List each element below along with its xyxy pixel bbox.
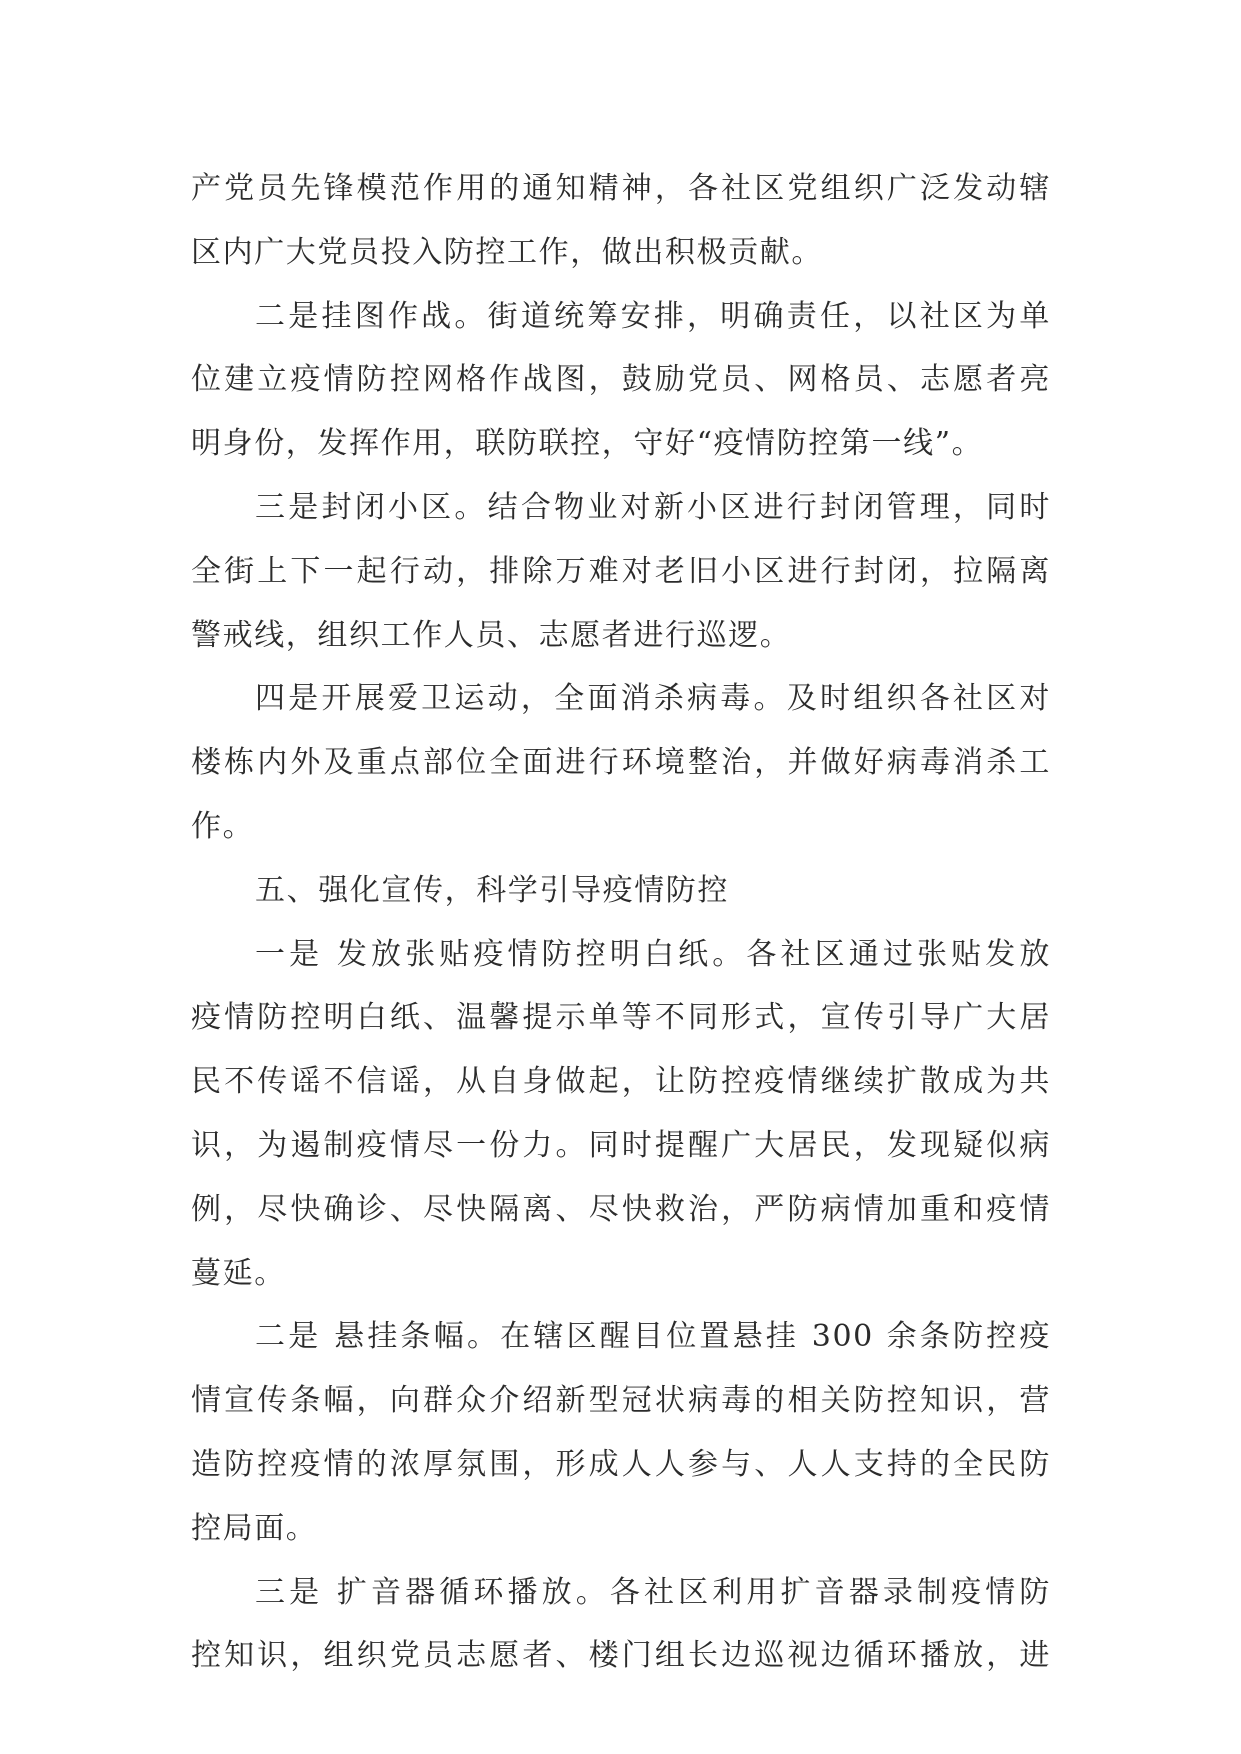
text-line: 疫情防控明白纸、温馨提示单等不同形式，宣传引导广大居	[191, 1000, 1051, 1036]
text-line: 全街上下一起行动，排除万难对老旧小区进行封闭，拉隔离	[191, 553, 1051, 589]
text-line: 作。	[191, 808, 255, 844]
text-line: 三是封闭小区。结合物业对新小区进行封闭管理，同时	[255, 489, 1051, 525]
text-line: 区内广大党员投入防控工作，做出积极贡献。	[191, 234, 823, 270]
text-line: 情宣传条幅，向群众介绍新型冠状病毒的相关防控知识，营	[191, 1383, 1051, 1419]
text-line: 民不传谣不信谣，从自身做起，让防控疫情继续扩散成为共	[191, 1064, 1051, 1100]
text-line: 一是 发放张贴疫情防控明白纸。各社区通过张贴发放	[255, 936, 1051, 972]
text-line: 四是开展爱卫运动，全面消杀病毒。及时组织各社区对	[255, 681, 1051, 717]
body-text	[191, 157, 1051, 1688]
text-line: 二是挂图作战。街道统筹安排，明确责任，以社区为单	[255, 298, 1051, 334]
text-line: 控知识，组织党员志愿者、楼门组长边巡视边循环播放，进	[191, 1638, 1051, 1674]
text-line: 三是 扩音器循环播放。各社区利用扩音器录制疫情防	[255, 1574, 1051, 1610]
text-line: 产党员先锋模范作用的通知精神，各社区党组织广泛发动辖	[191, 171, 1051, 206]
text-line: 明身份，发挥作用，联防联控，守好“疫情防控第一线”。	[191, 426, 984, 462]
text-line: 楼栋内外及重点部位全面进行环境整治，并做好病毒消杀工	[191, 745, 1051, 781]
text-line: 五、强化宣传，科学引导疫情防控	[255, 872, 729, 908]
text-line: 蔓延。	[191, 1255, 286, 1291]
text-line: 造防控疫情的浓厚氛围，形成人人参与、人人支持的全民防	[191, 1446, 1051, 1482]
text-line: 识，为遏制疫情尽一份力。同时提醒广大居民，发现疑似病	[191, 1127, 1051, 1163]
text-line: 警戒线，组织工作人员、志愿者进行巡逻。	[191, 617, 792, 653]
text-line: 控局面。	[191, 1510, 318, 1546]
text-line: 例，尽快确诊、尽快隔离、尽快救治，严防病情加重和疫情	[191, 1191, 1051, 1227]
text-line: 位建立疫情防控网格作战图，鼓励党员、网格员、志愿者亮	[191, 362, 1051, 398]
text-line: 二是 悬挂条幅。在辖区醒目位置悬挂 300 余条防控疫	[255, 1319, 1051, 1355]
